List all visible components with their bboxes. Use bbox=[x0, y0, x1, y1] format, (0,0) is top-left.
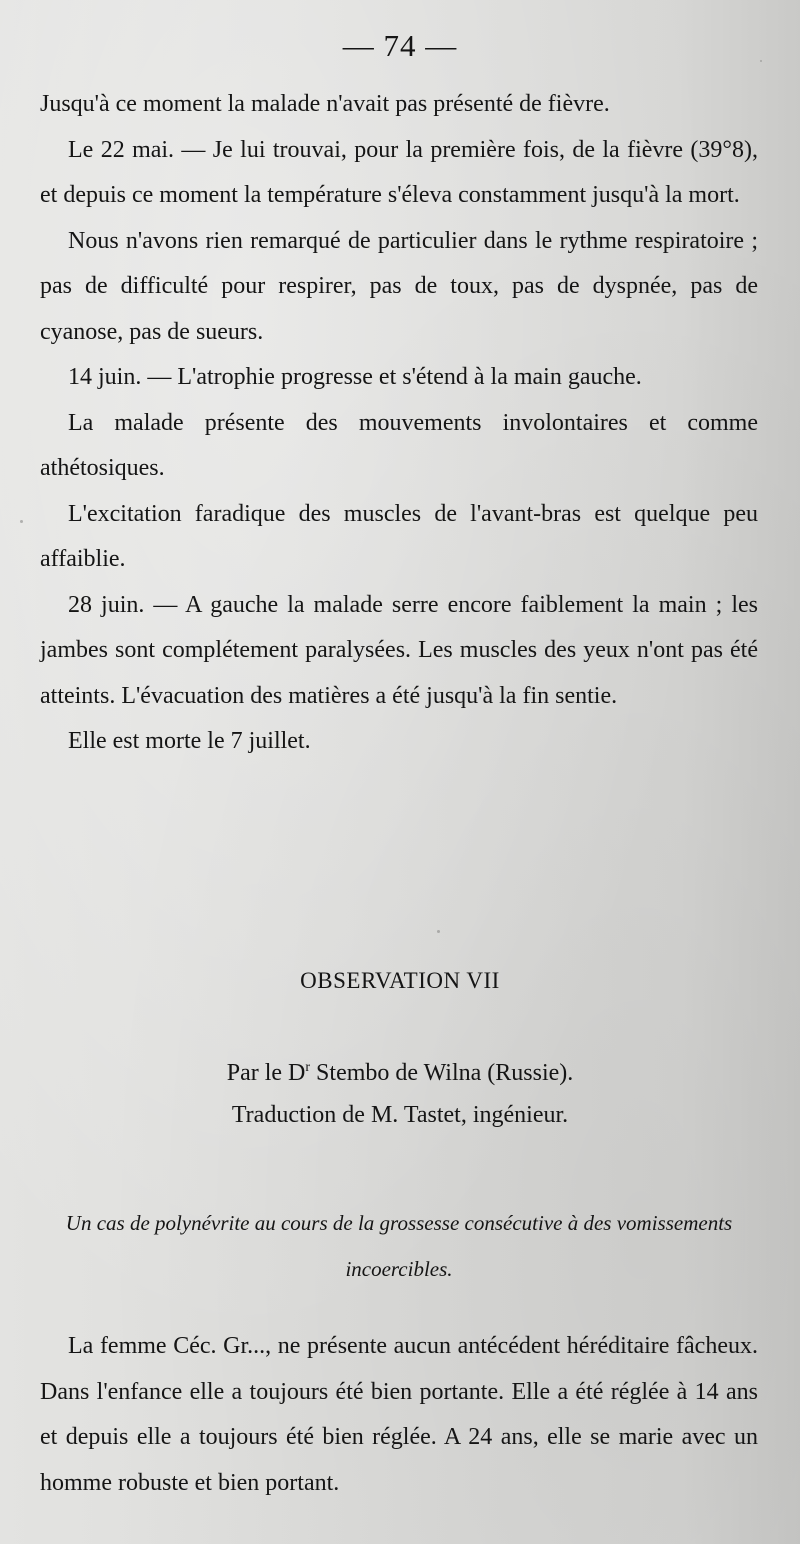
paragraph: 28 juin. — A gauche la malade serre encore faiblement la main ; les jambes sont complétement paralysées. Les muscles des yeux n'ont pas été atteints. L'évacuation des matières a été jusqu'à la fin sentie. bbox=[40, 591, 758, 709]
main-text bbox=[40, 82, 758, 765]
paragraph: Elle est morte le 7 juillet. bbox=[68, 728, 311, 754]
paragraph: Le 22 mai. — Je lui trouvai, pour la première fois, de la fièvre (39°8), et depuis ce moment la température s'éleva constamment jusqu'à la mort. bbox=[40, 136, 758, 208]
author-block bbox=[0, 1047, 800, 1136]
scan-speck bbox=[760, 60, 762, 62]
paragraph: La malade présente des mouvements involontaires et comme athétosiques. bbox=[40, 409, 758, 481]
doctor-abbrev-sup: r bbox=[305, 1060, 311, 1075]
case-text bbox=[40, 1324, 758, 1506]
paragraph: L'excitation faradique des muscles de l'avant-bras est quelque peu affaiblie. bbox=[40, 500, 758, 572]
author-line bbox=[0, 1047, 800, 1094]
paragraph: La femme Céc. Gr..., ne présente aucun antécédent héréditaire fâcheux. Dans l'enfance elle a toujours été bien portante. Elle a été réglée à 14 ans et depuis elle a toujours été bien réglée. A 24 ans, elle se marie avec un homme robuste et bien portant. bbox=[40, 1333, 758, 1496]
author-name: Stembo de Wilna (Russie). bbox=[310, 1060, 574, 1086]
scan-speck bbox=[437, 930, 440, 933]
observation-title: OBSERVATION VII bbox=[300, 968, 500, 993]
paragraph: Jusqu'à ce moment la malade n'avait pas présenté de fièvre. bbox=[40, 91, 610, 117]
paragraph: Nous n'avons rien remarqué de particulier dans le rythme respiratoire ; pas de difficulté pour respirer, pas de toux, pas de dyspnée, pas de cyanose, pas de sueurs. bbox=[40, 227, 758, 345]
case-subtitle: Un cas de polynévrite au cours de la grossesse consécutive à des vomissements incoercibles. bbox=[65, 1211, 733, 1281]
page-number: — 74 — bbox=[342, 28, 458, 63]
author-prefix: Par le D bbox=[226, 1060, 306, 1086]
scan-speck bbox=[20, 520, 23, 523]
translator-line: Traduction de M. Tastet, ingénieur. bbox=[231, 1102, 569, 1128]
paragraph: 14 juin. — L'atrophie progresse et s'étend à la main gauche. bbox=[68, 364, 642, 390]
